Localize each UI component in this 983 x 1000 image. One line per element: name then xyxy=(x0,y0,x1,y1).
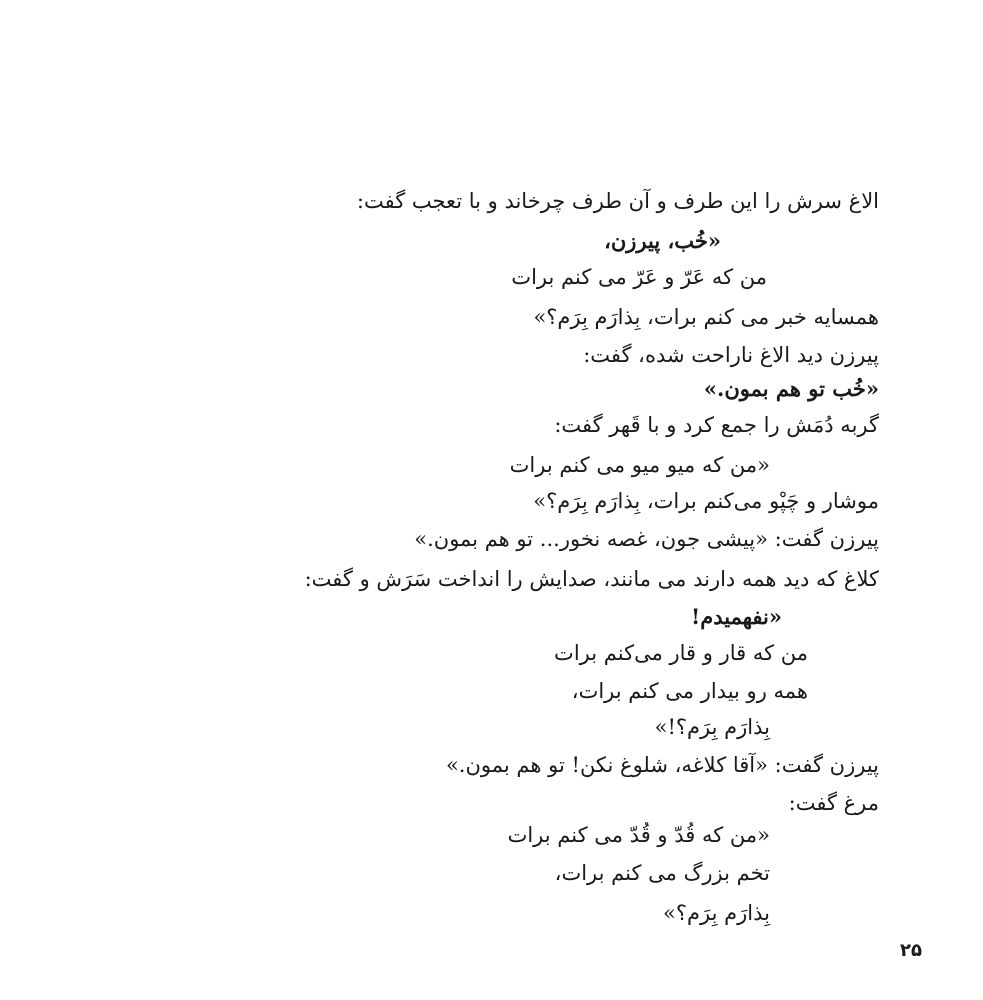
text-line: بِذارَم بِرَم؟» xyxy=(663,901,770,925)
text-line: «من که میو میو می کنم برات xyxy=(509,453,770,477)
text-line: پیرزن گفت: «آقا کلاغه، شلوغ نکن! تو هم بمون.» xyxy=(445,753,879,777)
text-line: پیرزن گفت: «پیشی جون، غصه نخور... تو هم بمون.» xyxy=(414,527,879,551)
text-line: «خُب، پیرزن، xyxy=(604,228,721,253)
text-line: موشار و چَپْو می‌کنم برات، بِذارَم بِرَم؟» xyxy=(533,489,879,513)
text-line: من که قار و قار می‌کنم برات xyxy=(554,641,808,665)
text-line: من که عَرّ و عَرّ می کنم برات xyxy=(511,265,767,289)
text-line: مرغ گفت: xyxy=(788,791,879,815)
text-line: همسایه خبر می کنم برات، بِذارَم بِرَم؟» xyxy=(533,305,879,329)
text-line: «خُب تو هم بمون.» xyxy=(703,376,879,401)
page-number: ۲۵ xyxy=(900,940,922,961)
text-line: کلاغ که دید همه دارند می مانند، صدایش را انداخت سَرَش و گفت: xyxy=(304,567,879,591)
text-line: «نفهمیدم! xyxy=(691,604,782,629)
text-line: گربه دُمَش را جمع کرد و با قَهر گفت: xyxy=(554,413,879,437)
text-line: همه رو بیدار می کنم برات، xyxy=(571,679,808,703)
text-line: بِذارَم بِرَم؟!» xyxy=(654,715,770,739)
text-line: «من که قُدّ و قُدّ می کنم برات xyxy=(507,823,770,847)
text-line: الاغ سرش را این طرف و آن طرف چرخاند و با تعجب گفت: xyxy=(356,189,879,213)
text-line: تخم بزرگ می کنم برات، xyxy=(554,861,770,885)
text-line: پیرزن دید الاغ ناراحت شده، گفت: xyxy=(583,343,879,367)
